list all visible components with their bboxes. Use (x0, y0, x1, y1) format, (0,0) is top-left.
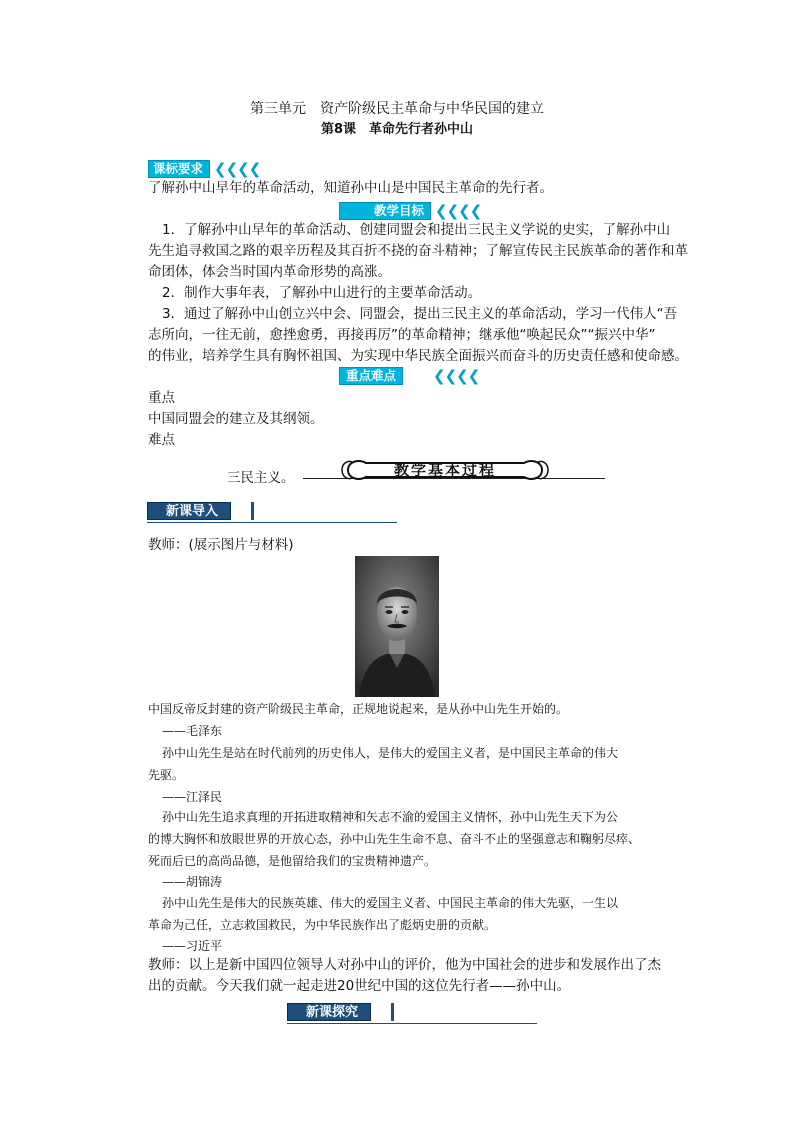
teacher-intro: 教师：(展示图片与材料) (148, 537, 294, 553)
important-text: 中国同盟会的建立及其纲领。 (148, 411, 324, 427)
objective-1-line-3: 命团体，体会当时国内革命形势的高涨。 (148, 264, 391, 280)
quote-4-line-2: 革命为己任，立志救国救民，为中华民族作出了彪炳史册的贡献。 (148, 918, 497, 932)
objective-3-line-3: 的伟业，培养学生具有胸怀祖国、为实现中华民族全面振兴而奋斗的历史责任感和使命感。 (148, 348, 688, 364)
important-label: 重点 (148, 390, 175, 406)
teacher-summary-line-1: 教师：以上是新中国四位领导人对孙中山的评价，他为中国社会的进步和发展作出了杰 (148, 957, 661, 973)
quote-3-line-2: 的博大胸怀和放眼世界的开放心态，孙中山先生生命不息、奋斗不止的坚强意志和鞠躬尽瘁、 (148, 832, 641, 846)
tag-objectives (339, 203, 481, 219)
curriculum-text: 了解孙中山早年的革命活动，知道孙中山是中国民主革命的先行者。 (148, 180, 553, 196)
tag-curriculum (148, 161, 260, 177)
objective-3-line-1: 3．通过了解孙中山创立兴中会、同盟会，提出三民主义的革命活动，学习一代伟人“吾 (162, 306, 678, 322)
section-underline (147, 522, 397, 523)
objective-3-line-2: 志所向，一往无前，愈挫愈勇，再接再厉”的革命精神；继承他“唤起民众”“振兴中华” (148, 327, 656, 343)
chevron-left-icon: ❮❮❮❮ (433, 367, 480, 385)
objective-1-line-1: 1．了解孙中山早年的革命活动、创建同盟会和提出三民主义学说的史实，了解孙中山 (162, 222, 671, 238)
chevron-left-icon: ❮❮❮❮ (435, 202, 482, 220)
quote-3-line-3: 死而后已的高尚品德，是他留给我们的宝贵精神遗产。 (148, 854, 437, 868)
quote-4-author: ——习近平 (162, 939, 223, 953)
portrait-photo (355, 556, 439, 697)
section-bar (251, 502, 254, 520)
quote-1-author: ——毛泽东 (162, 724, 223, 738)
tag-curriculum-label: 课标要求 (148, 160, 210, 178)
quote-1: 中国反帝反封建的资产阶级民主革命，正规地说起来，是从孙中山先生开始的。 (148, 702, 569, 716)
quote-3-line-1: 孙中山先生追求真理的开拓进取精神和矢志不渝的爱国主义情怀，孙中山先生天下为公 (162, 810, 619, 824)
objective-2: 2．制作大事年表，了解孙中山进行的主要革命活动。 (162, 285, 482, 301)
section-intro (147, 502, 397, 520)
quote-3-author: ——胡锦涛 (162, 875, 223, 889)
section-explore-label: 新课探究 (287, 1003, 371, 1021)
objective-1-line-2: 先生追寻救国之路的艰辛历程及其百折不挠的奋斗精神；了解宣传民主民族革命的著作和革 (148, 243, 688, 259)
chevron-left-icon: ❮❮❮❮ (214, 160, 261, 178)
tag-objectives-label: 教学目标 (339, 202, 431, 220)
tag-key-points (339, 368, 479, 384)
difficult-text: 三民主义。 (227, 470, 295, 486)
process-banner (340, 457, 550, 484)
difficult-label: 难点 (148, 432, 175, 448)
section-bar (391, 1003, 394, 1021)
quote-2-author: ——江泽民 (162, 790, 223, 804)
quote-2-line-1: 孙中山先生是站在时代前列的历史伟人，是伟大的爱国主义者，是中国民主革命的伟大 (162, 746, 619, 760)
quote-4-line-1: 孙中山先生是伟大的民族英雄、伟大的爱国主义者、中国民主革命的伟大先驱，一生以 (162, 896, 619, 910)
unit-title: 第三单元 资产阶级民主革命与中华民国的建立 (250, 101, 544, 117)
banner-title: 教学基本过程 (393, 461, 496, 479)
quote-2-line-2: 先驱。 (148, 768, 185, 782)
section-explore (287, 1003, 537, 1021)
section-intro-label: 新课导入 (147, 502, 231, 520)
tag-key-points-label: 重点难点 (339, 367, 403, 385)
lesson-title: 第8课 革命先行者孙中山 (320, 122, 474, 137)
teacher-summary-line-2: 出的贡献。今天我们就一起走进20世纪中国的这位先行者——孙中山。 (148, 978, 571, 994)
section-underline (287, 1023, 537, 1024)
portrait-icon (355, 556, 439, 697)
